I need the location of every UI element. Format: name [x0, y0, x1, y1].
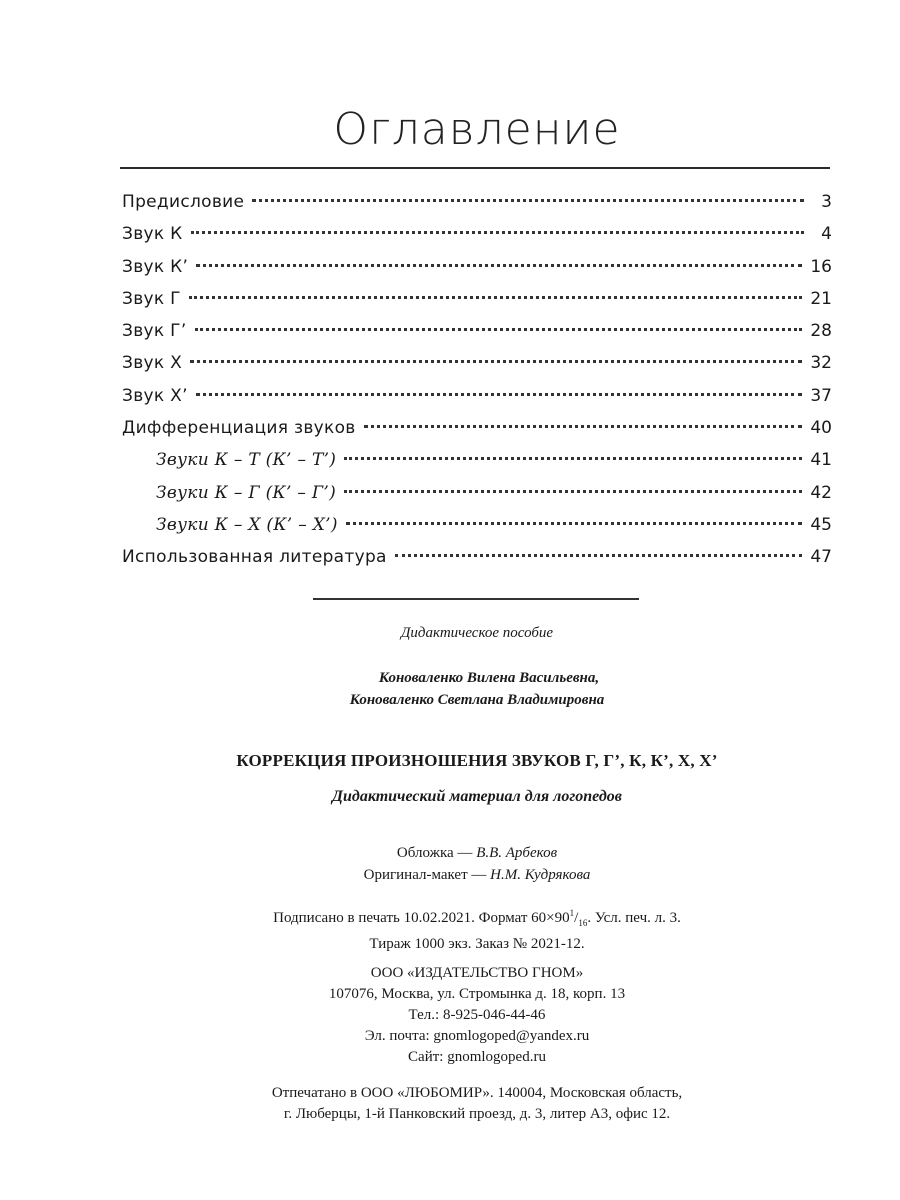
toc-page-number: 28 [810, 321, 832, 342]
toc-dot-leader [344, 457, 802, 460]
toc-page-number: 47 [810, 547, 832, 568]
toc-entry-sound-h-soft [122, 386, 832, 418]
toc-dot-leader [252, 199, 804, 202]
toc-entry-label: Звук Г [122, 288, 181, 309]
toc-dot-leader [196, 393, 803, 396]
toc-dot-leader [189, 296, 803, 299]
printer-info [0, 1083, 900, 1125]
credits [0, 842, 900, 886]
publisher-info [0, 963, 900, 1068]
toc-entry-sound-k [122, 224, 832, 256]
toc-entry-label: Звуки К – Т (К’ – Т’) [156, 450, 337, 471]
publisher-site: Сайт: gnomlogoped.ru [408, 1049, 546, 1065]
toc-page-number: 16 [810, 256, 832, 277]
toc-dot-leader [364, 425, 803, 428]
toc-dot-leader [195, 328, 803, 331]
printer-line: г. Люберцы, 1-й Панковский проезд, д. 3, литер А3, офис 12. [283, 1106, 671, 1122]
toc-dot-leader [395, 554, 803, 557]
toc-entry-references [122, 547, 832, 579]
cover-credit-label: Обложка — [396, 845, 473, 861]
toc-page-number: 41 [810, 450, 832, 471]
toc-entry-sound-k-soft [122, 257, 832, 289]
toc-dot-leader [344, 490, 802, 493]
toc-page-number: 21 [810, 288, 832, 309]
section-divider [313, 598, 639, 600]
publisher-phone: Тел.: 8-925-046-44-46 [408, 1007, 546, 1023]
author-name: Коноваленко Вилена Васильевна, [378, 670, 600, 686]
toc-dot-leader [191, 231, 804, 234]
toc-entry-label: Использованная литература [122, 547, 387, 568]
toc-page-number: 37 [810, 385, 832, 406]
author-name: Коноваленко Светлана Владимировна [349, 692, 605, 708]
toc-page-number: 32 [810, 353, 832, 374]
toc-subentry-k-h [122, 515, 832, 547]
toc-entry-sound-g-soft [122, 321, 832, 353]
toc-page-number: 42 [810, 482, 832, 503]
toc-entry-label: Звук К’ [122, 256, 189, 277]
format-fraction-denominator: 16 [578, 918, 588, 928]
toc-entry-differentiation [122, 418, 832, 450]
book-title: КОРРЕКЦИЯ ПРОИЗНОШЕНИЯ ЗВУКОВ Г, Г’, К, К’, Х, Х’ [236, 751, 718, 770]
book-subtitle: Дидактический материал для логопедов [332, 788, 622, 805]
toc-subentry-k-t [122, 450, 832, 482]
print-info-text: Подписано в печать 10.02.2021. Формат 60×90 [273, 910, 570, 926]
toc-entry-preface [122, 192, 832, 224]
toc-entry-label: Дифференциация звуков [122, 418, 356, 439]
print-info-text: . Усл. печ. л. 3. [587, 910, 681, 926]
toc-dot-leader [190, 360, 802, 363]
toc-page-number: 40 [810, 418, 832, 439]
authors [0, 667, 900, 711]
toc-page-number: 4 [821, 224, 832, 245]
toc-dot-leader [346, 522, 803, 525]
toc-dot-leader [196, 264, 802, 267]
toc-page-number: 45 [810, 514, 832, 535]
toc-entry-label: Предисловие [122, 192, 245, 212]
toc-entry-label: Звуки К – Х (К’ – Х’) [156, 514, 338, 535]
printer-line: Отпечатано в ООО «ЛЮБОМИР». 140004, Московская область, [271, 1085, 683, 1101]
toc-entry-label: Звуки К – Г (К’ – Г’) [156, 482, 337, 503]
toc-page-number: 3 [821, 192, 832, 212]
toc-entry-label: Звук Г’ [122, 321, 187, 342]
layout-credit [0, 864, 900, 886]
cover-credit-name: В.В. Арбеков [476, 845, 558, 861]
genre-label: Дидактическое пособие [400, 625, 554, 641]
table-of-contents [122, 192, 832, 580]
layout-credit-label: Оригинал-макет — [363, 867, 487, 883]
toc-entry-label: Звук Х’ [122, 385, 188, 406]
publisher-name: ООО «ИЗДАТЕЛЬСТВО ГНОМ» [370, 965, 584, 981]
publisher-email: Эл. почта: gnomlogoped@yandex.ru [364, 1028, 590, 1044]
title-rule [120, 167, 830, 169]
toc-title: Оглавление [333, 104, 621, 155]
toc-entry-label: Звук Х [122, 353, 183, 374]
toc-entry-label: Звук К [122, 224, 183, 245]
cover-credit [0, 842, 900, 864]
print-info-line: Подписано в печать 10.02.2021. Формат $60\times 90^1/_{16}$. Усл. печ. л. 3. [273, 908, 681, 928]
publisher-address: 107076, Москва, ул. Стромынка д. 18, корп. 13 [328, 986, 626, 1002]
layout-credit-name: Н.М. Кудрякова [490, 867, 591, 883]
print-info [0, 903, 900, 955]
toc-subentry-k-g [122, 483, 832, 515]
format-fraction-numerator: 1 [569, 908, 575, 918]
toc-entry-sound-h [122, 353, 832, 385]
print-run-line: Тираж 1000 экз. Заказ № 2021-12. [369, 936, 585, 952]
toc-entry-sound-g [122, 289, 832, 321]
